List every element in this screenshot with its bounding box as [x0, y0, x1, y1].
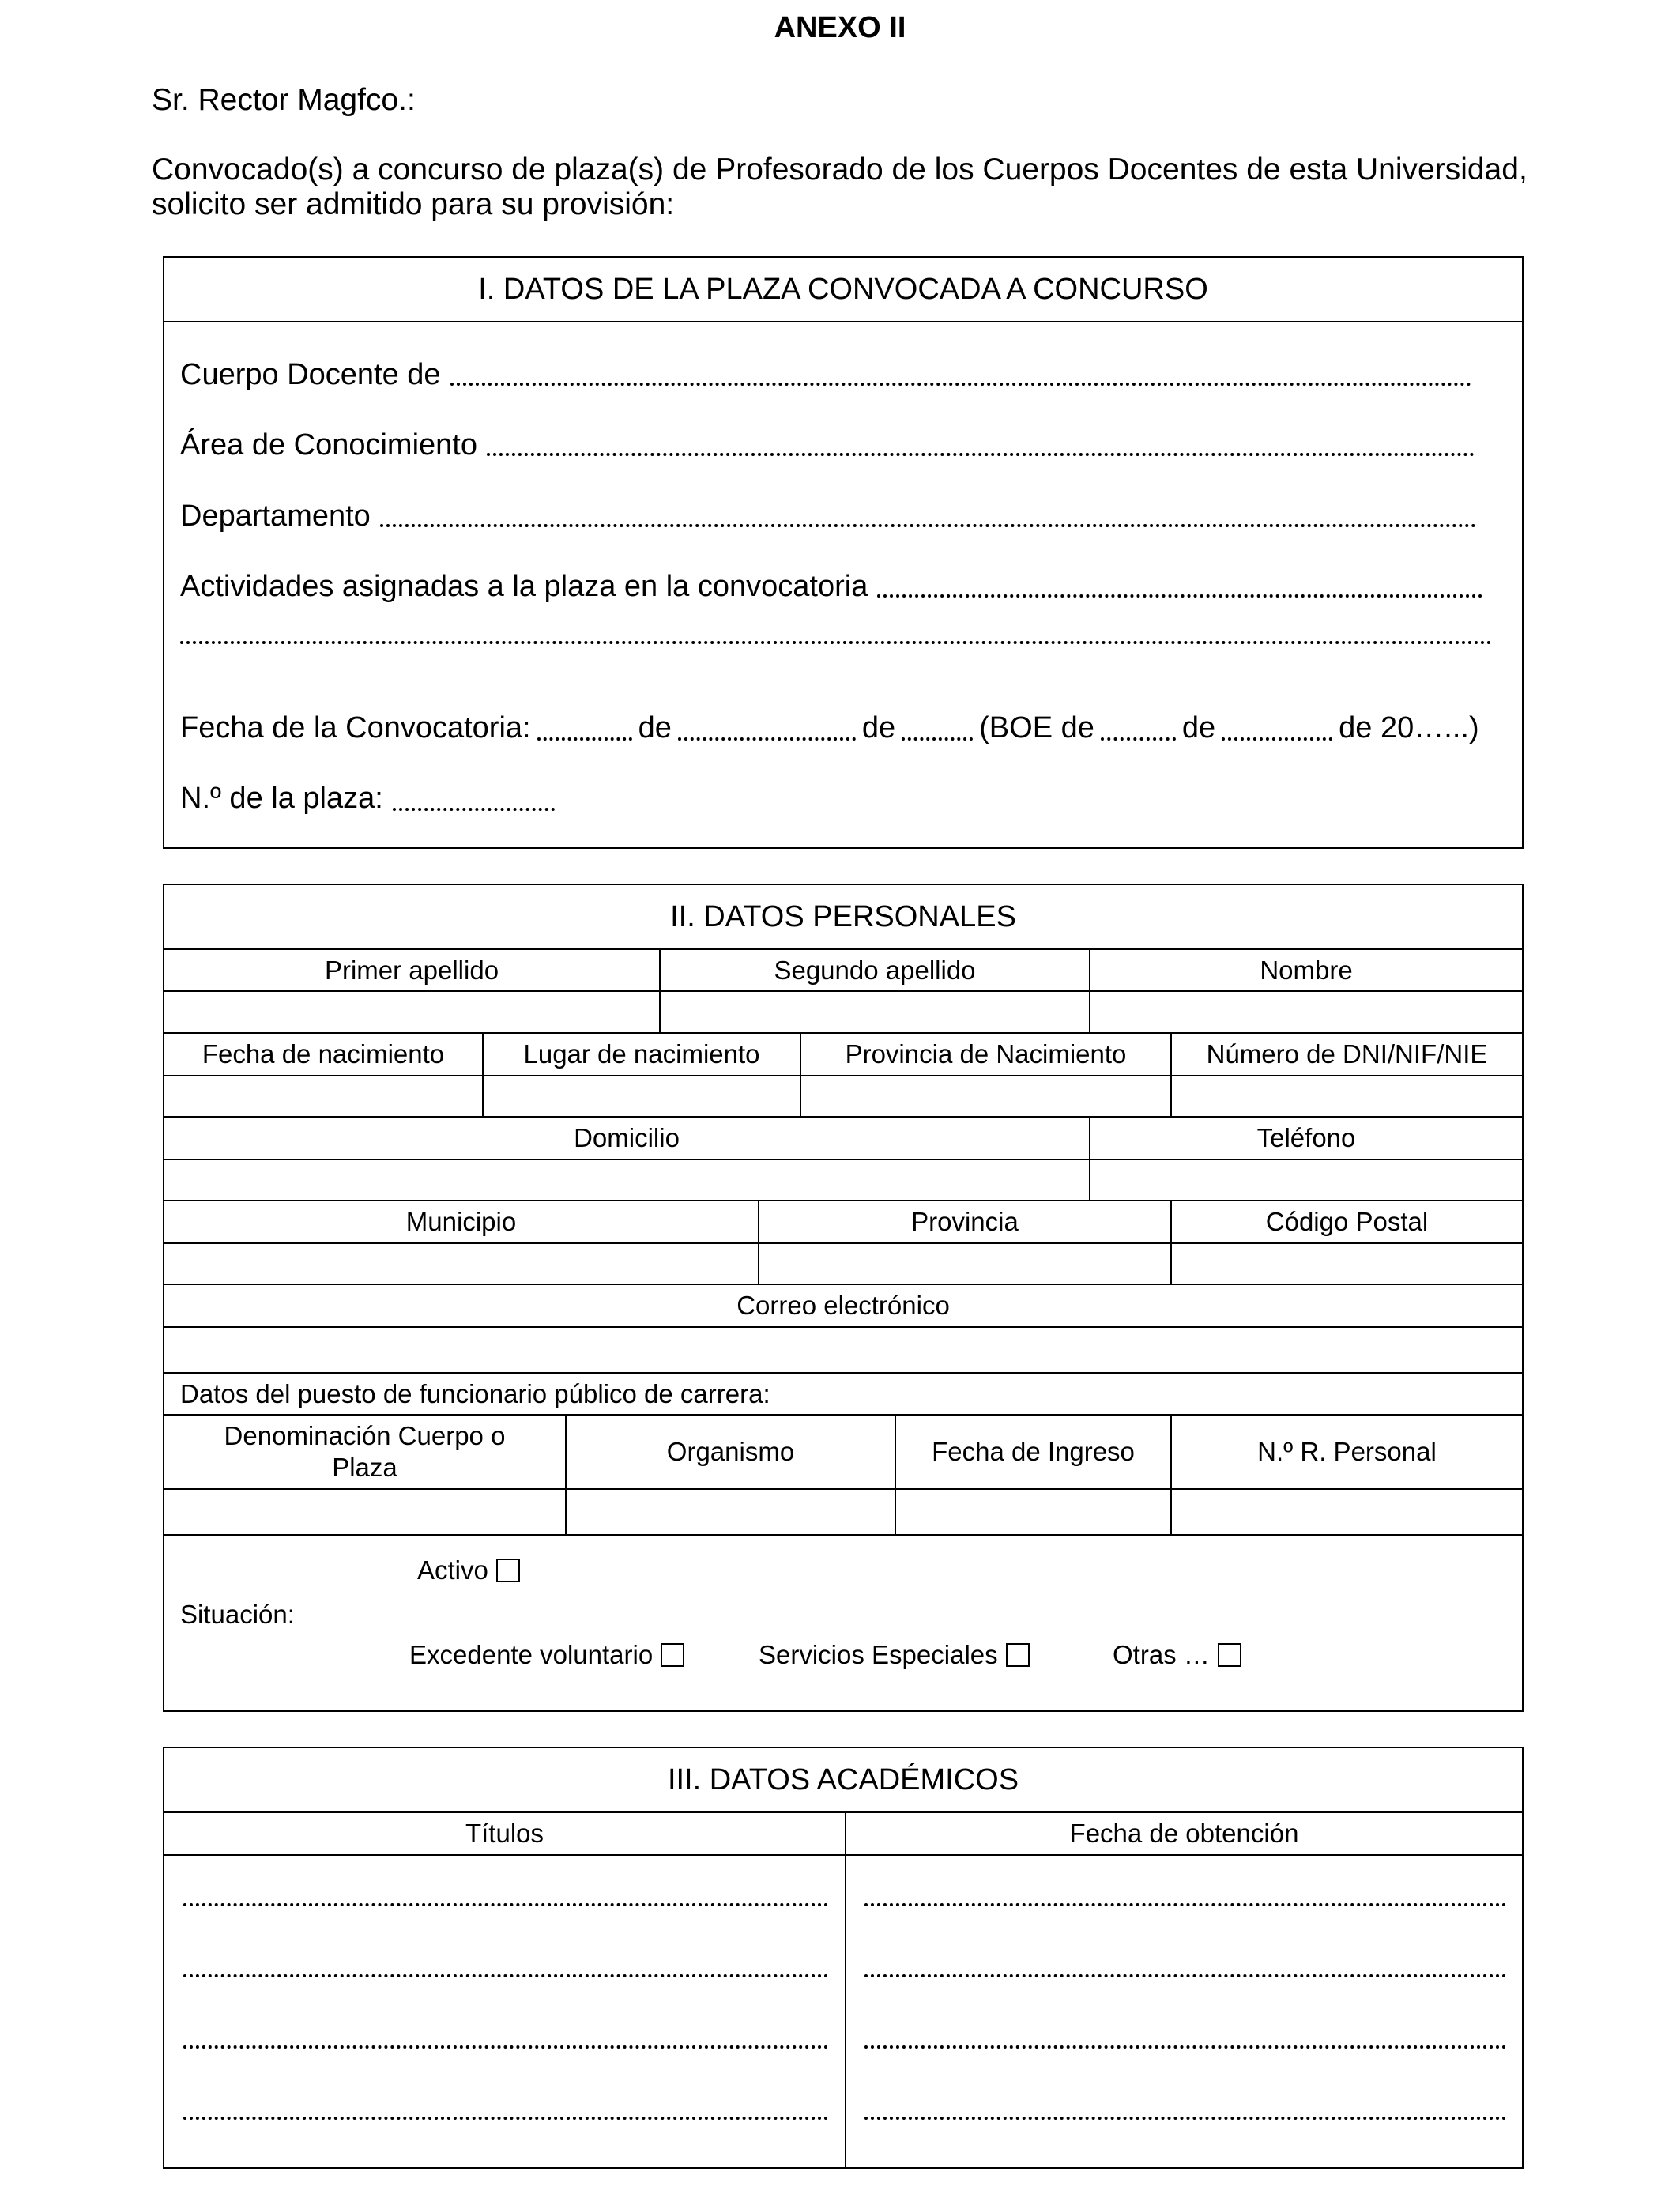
organismo-input[interactable] — [566, 1489, 895, 1535]
section-personales-title: II. DATOS PERSONALES — [164, 885, 1522, 950]
fecha-de-4: de 20 — [1339, 711, 1414, 745]
fecha-nacimiento-label: Fecha de nacimiento — [164, 1034, 483, 1076]
denominacion-text: Denominación Cuerpo o Plaza — [224, 1421, 506, 1482]
actividades-field-2[interactable] — [180, 641, 1506, 650]
organismo-label: Organismo — [566, 1416, 895, 1489]
cuerpo-docente-blank[interactable] — [450, 383, 1471, 386]
codigo-postal-label: Código Postal — [1171, 1201, 1522, 1243]
provincia-nacimiento-label: Provincia de Nacimiento — [800, 1034, 1171, 1076]
activo-checkbox[interactable] — [496, 1559, 520, 1582]
correo-input[interactable] — [164, 1327, 1522, 1373]
funcionario-label: Datos del puesto de funcionario público de carrera: — [164, 1373, 1522, 1415]
area-conocimiento-blank[interactable] — [487, 453, 1475, 456]
nombre-input[interactable] — [1090, 991, 1522, 1033]
cuerpo-docente-label: Cuerpo Docente de — [180, 358, 441, 391]
primer-apellido-label: Primer apellido — [164, 950, 660, 991]
domicilio-input[interactable] — [164, 1159, 1090, 1201]
telefono-input[interactable] — [1090, 1159, 1522, 1201]
fecha-obtencion-input-area[interactable] — [846, 1855, 1522, 2169]
fecha-convocatoria-field — [180, 711, 1506, 745]
municipio-label: Municipio — [164, 1201, 759, 1243]
municipio-input[interactable] — [164, 1243, 759, 1284]
personales-table-2 — [164, 1034, 1522, 1118]
telefono-label: Teléfono — [1090, 1118, 1522, 1159]
fecha-de-1: de — [638, 711, 672, 745]
actividades-field[interactable] — [180, 570, 1506, 604]
fecha-end: …...) — [1414, 711, 1479, 745]
otras-label: Otras … — [1113, 1640, 1210, 1669]
section-academicos — [163, 1747, 1524, 2169]
fecha-ingreso-label: Fecha de Ingreso — [895, 1416, 1171, 1489]
departamento-field[interactable] — [180, 499, 1506, 533]
fecha-mes-blank[interactable] — [678, 737, 856, 741]
fecha-line-2[interactable] — [864, 1974, 1506, 1977]
personales-table-4 — [164, 1201, 1522, 1285]
titulos-input-area[interactable] — [164, 1855, 846, 2169]
nrp-input[interactable] — [1171, 1489, 1522, 1535]
intro-line-1: Convocado(s) a concurso de plaza(s) de Profesorado de los Cuerpos Docentes de esta Universidad, — [152, 153, 1527, 187]
titulos-label: Títulos — [164, 1813, 846, 1855]
actividades-blank[interactable] — [877, 594, 1482, 598]
lugar-nacimiento-label: Lugar de nacimiento — [483, 1034, 800, 1076]
lugar-nacimiento-input[interactable] — [483, 1076, 800, 1117]
fecha-line-3[interactable] — [864, 2045, 1506, 2049]
fecha-de-3: de — [1181, 711, 1216, 745]
fecha-dia-blank[interactable] — [537, 737, 632, 741]
situacion-label: Situación: — [180, 1600, 295, 1629]
provincia-input[interactable] — [759, 1243, 1171, 1284]
salutation: Sr. Rector Magfco.: — [152, 83, 416, 117]
boe-dia-blank[interactable] — [1101, 737, 1176, 741]
numero-plaza-blank[interactable] — [393, 808, 555, 811]
dni-label: Número de DNI/NIF/NIE — [1171, 1034, 1522, 1076]
denominacion-input[interactable] — [164, 1489, 566, 1535]
boe-mes-blank[interactable] — [1222, 737, 1332, 741]
section-academicos-title: III. DATOS ACADÉMICOS — [164, 1748, 1522, 1813]
cuerpo-docente-field[interactable] — [180, 358, 1506, 392]
fecha-anio-blank[interactable] — [902, 737, 973, 741]
actividades-blank-2[interactable] — [180, 641, 1492, 644]
fecha-nacimiento-input[interactable] — [164, 1076, 483, 1117]
excedente-option[interactable] — [409, 1640, 684, 1670]
titulo-line-2[interactable] — [183, 1974, 828, 1977]
numero-plaza-field[interactable] — [180, 782, 1506, 816]
primer-apellido-input[interactable] — [164, 991, 660, 1033]
provincia-label: Provincia — [759, 1201, 1171, 1243]
excedente-label: Excedente voluntario — [409, 1640, 654, 1669]
fecha-boe: (BOE de — [979, 711, 1094, 745]
activo-option[interactable] — [417, 1555, 520, 1585]
section-personales — [163, 884, 1524, 1712]
personales-table-1 — [164, 950, 1522, 1034]
excedente-checkbox[interactable] — [661, 1643, 684, 1667]
numero-plaza-label: N.º de la plaza: — [180, 782, 383, 815]
segundo-apellido-label: Segundo apellido — [660, 950, 1090, 991]
fecha-obtencion-label: Fecha de obtención — [846, 1813, 1522, 1855]
personales-table-5 — [164, 1285, 1522, 1416]
fecha-de-2: de — [861, 711, 896, 745]
servicios-label: Servicios Especiales — [759, 1640, 998, 1669]
document-title: ANEXO II — [774, 11, 906, 44]
personales-table-3 — [164, 1118, 1522, 1201]
activo-label: Activo — [417, 1555, 488, 1585]
otras-checkbox[interactable] — [1218, 1643, 1241, 1667]
nombre-label: Nombre — [1090, 950, 1522, 991]
actividades-label: Actividades asignadas a la plaza en la convocatoria — [180, 570, 868, 603]
fecha-line-4[interactable] — [864, 2117, 1506, 2120]
section-plaza-title: I. DATOS DE LA PLAZA CONVOCADA A CONCURSO — [164, 258, 1522, 322]
fecha-line-1[interactable] — [864, 1903, 1506, 1906]
fecha-convocatoria-label: Fecha de la Convocatoria: — [180, 711, 531, 745]
section-plaza — [163, 256, 1524, 849]
codigo-postal-input[interactable] — [1171, 1243, 1522, 1284]
area-conocimiento-label: Área de Conocimiento — [180, 428, 477, 462]
area-conocimiento-field[interactable] — [180, 428, 1506, 462]
intro-line-2: solicito ser admitido para su provisión: — [152, 187, 675, 221]
servicios-option[interactable] — [759, 1640, 1030, 1670]
fecha-ingreso-input[interactable] — [895, 1489, 1171, 1535]
nrp-label: N.º R. Personal — [1171, 1416, 1522, 1489]
domicilio-label: Domicilio — [164, 1118, 1090, 1159]
departamento-blank[interactable] — [380, 524, 1476, 527]
dni-input[interactable] — [1171, 1076, 1522, 1117]
correo-label: Correo electrónico — [164, 1285, 1522, 1327]
titulo-line-3[interactable] — [183, 2045, 828, 2049]
provincia-nacimiento-input[interactable] — [800, 1076, 1171, 1117]
titulo-line-4[interactable] — [183, 2117, 828, 2120]
otras-option[interactable] — [1113, 1640, 1241, 1670]
titulo-line-1[interactable] — [183, 1903, 828, 1906]
denominacion-label — [164, 1416, 566, 1489]
personales-table-6 — [164, 1416, 1522, 1536]
segundo-apellido-input[interactable] — [660, 991, 1090, 1033]
departamento-label: Departamento — [180, 499, 371, 533]
servicios-checkbox[interactable] — [1006, 1643, 1030, 1667]
